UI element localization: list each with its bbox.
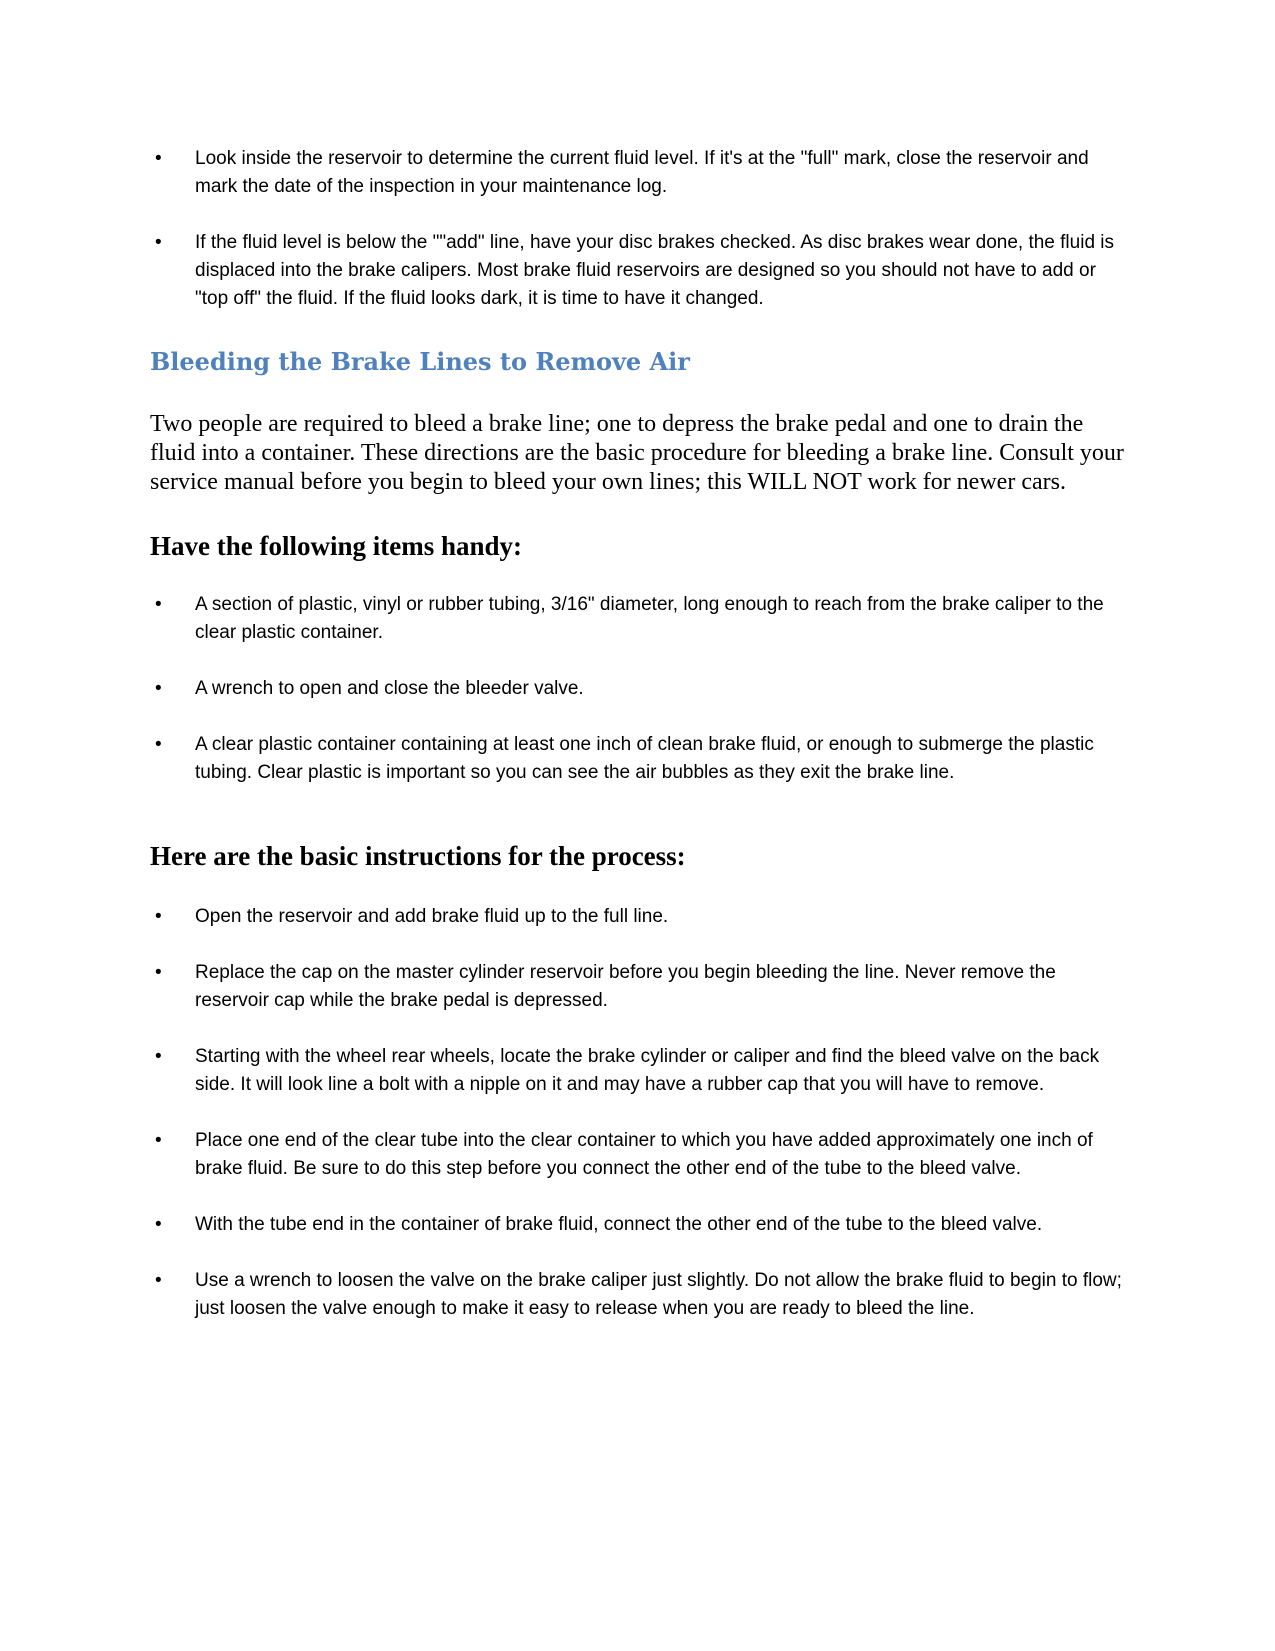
bleeding-paragraph: Two people are required to bleed a brake line; one to depress the brake pedal and one to drain the fluid into a container. These directions are the basic procedure for bleeding a brake line. Consult your service manual before you begin to bleed your own lines; this WILL NOT work for newer cars. [150,411,1124,495]
list-item-text: A clear plastic container containing at least one inch of clean brake fluid, or enough to submerge the plastic tubing. Clear plastic is important so you can see the air bubbles as they exit the brake line. [195,734,1094,783]
list-item-text: With the tube end in the container of brake fluid, connect the other end of the tube to the bleed valve. [195,1214,1043,1235]
list-item-text: Look inside the reservoir to determine the current fluid level. If it's at the "full" mark, close the reservoir and mark the date of the inspection in your maintenance log. [195,148,1089,197]
list-item [150,675,1130,703]
bullet-icon: • [155,678,162,699]
intro-list [150,145,1130,313]
list-item-text: A wrench to open and close the bleeder valve. [195,678,584,699]
bullet-icon: • [155,148,162,169]
bullet-icon: • [155,232,162,253]
list-item-text: Place one end of the clear tube into the clear container to which you have added approximately one inch of brake fluid. Be sure to do this step before you connect the other end of the tube to the bleed valve. [195,1130,1093,1179]
instructions-heading: Here are the basic instructions for the process: [150,841,686,871]
bullet-icon: • [155,734,162,755]
list-item [150,1267,1130,1323]
list-item [150,959,1130,1015]
list-item [150,731,1130,787]
list-item-text: If the fluid level is below the ""add" line, have your disc brakes checked. As disc brakes wear done, the fluid is displaced into the brake calipers. Most brake fluid reservoirs are designed so you should not have to add or "top off" the fluid. If the fluid looks dark, it is time to have it changed. [195,232,1115,309]
list-item-text: Use a wrench to loosen the valve on the brake caliper just slightly. Do not allow the brake fluid to begin to flow; just loosen the valve enough to make it easy to release when you are ready to bleed the line. [195,1270,1122,1319]
items-list [150,591,1130,787]
bullet-icon: • [155,1046,162,1067]
bullet-icon: • [155,1214,162,1235]
bullet-icon: • [155,1270,162,1291]
section-heading-bleeding: Bleeding the Brake Lines to Remove Air [150,347,690,376]
bullet-icon: • [155,594,162,615]
bullet-icon: • [155,962,162,983]
instructions-list [150,903,1130,1323]
list-item-text: A section of plastic, vinyl or rubber tubing, 3/16" diameter, long enough to reach from the brake caliper to the clear plastic container. [195,594,1104,643]
list-item-text: Starting with the wheel rear wheels, locate the brake cylinder or caliper and find the bleed valve on the back side. It will look line a bolt with a nipple on it and may have a rubber cap that you will have to remove. [195,1046,1100,1095]
list-item [150,229,1130,313]
list-item [150,1127,1130,1183]
list-item [150,591,1130,647]
list-item-text: Open the reservoir and add brake fluid up to the full line. [195,906,669,927]
bullet-icon: • [155,906,162,927]
list-item-text: Replace the cap on the master cylinder reservoir before you begin bleeding the line. Never remove the reservoir cap while the brake pedal is depressed. [195,962,1056,1011]
bullet-icon: • [155,1130,162,1151]
list-item [150,1043,1130,1099]
list-item [150,145,1130,201]
items-heading: Have the following items handy: [150,531,523,561]
list-item [150,903,1130,931]
list-item [150,1211,1130,1239]
